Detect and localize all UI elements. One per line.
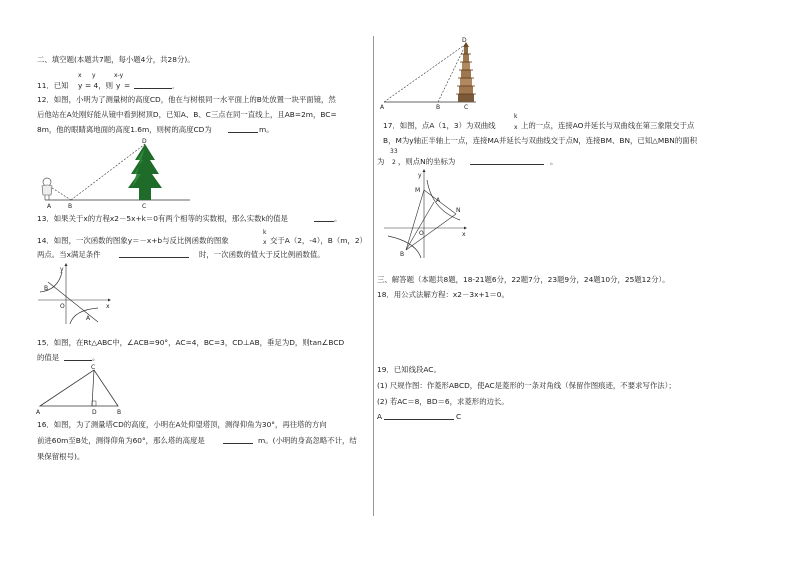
label-C: C xyxy=(142,203,147,210)
column-divider xyxy=(373,36,374,516)
q12-answer-blank[interactable] xyxy=(228,125,258,133)
q17-frac2-numerator: 33 xyxy=(390,148,398,155)
q13-answer-blank[interactable] xyxy=(314,214,334,222)
label-B: B xyxy=(436,104,441,111)
triangle-abc xyxy=(40,370,118,406)
label-O: O xyxy=(60,303,65,310)
q17-line-3b: ，则点N的坐标为 xyxy=(398,157,456,166)
q11-end: ． xyxy=(172,81,180,90)
q16-figure xyxy=(378,36,488,111)
tree-icon xyxy=(128,144,162,200)
line-bn xyxy=(406,214,456,250)
q11-frac-denominator: y xyxy=(78,81,83,90)
q15-end: 。 xyxy=(92,353,100,362)
q12-line-2: 后他站在A处刚好能从镜中看到树顶D，已知A、B、C三点在同一直线上，且AB=2m，BC= xyxy=(37,110,337,119)
q19-label-A: A xyxy=(377,412,383,421)
line-ab xyxy=(406,202,434,250)
q19-label-C: C xyxy=(456,412,462,421)
q15-figure xyxy=(36,364,131,416)
q11-text-b: = 4，则 xyxy=(85,81,114,90)
hyperbola-branch-3 xyxy=(388,236,421,258)
q17-frac-denominator: x xyxy=(514,124,518,131)
q14-line-1b: 交于A（2，-4），B（m，2） xyxy=(270,236,367,245)
q13-text: 13．如果关于x的方程x2－5x+k＝0有两个相等的实数根，那么实数k的值是 xyxy=(37,214,288,223)
label-A: A xyxy=(436,197,441,204)
q17-line-3a: 为 xyxy=(377,157,385,166)
q19-title: 19．已知线段AC。 xyxy=(377,365,441,374)
q14-graph xyxy=(36,262,116,327)
q12-line-3: 8m，他的眼睛离地面的高度1.6m，则树的高度CD为 xyxy=(37,125,212,134)
label-B: B xyxy=(44,285,49,292)
label-O: O xyxy=(419,230,424,237)
q11-frac-numerator: x xyxy=(78,72,82,79)
q17-end: 。 xyxy=(550,157,558,166)
label-C: C xyxy=(91,364,96,371)
label-x: x xyxy=(106,303,110,310)
label-C: C xyxy=(464,104,469,111)
q16-line-3: 果保留根号)。 xyxy=(37,452,85,461)
linear-function xyxy=(48,282,98,322)
label-N: N xyxy=(456,207,461,214)
q17-frac-numerator: k xyxy=(514,113,518,120)
q14-frac-denominator: x xyxy=(263,239,267,246)
label-M: M xyxy=(415,187,421,194)
label-A: A xyxy=(380,104,385,111)
label-A: A xyxy=(86,315,91,322)
q17-answer-blank[interactable] xyxy=(470,157,544,165)
label-D: D xyxy=(92,409,97,416)
label-B: B xyxy=(68,203,73,210)
q14-line-2b: 时，一次函数的值大于反比例函数值。 xyxy=(199,250,325,259)
q11-frac-denominator-2: y xyxy=(116,81,121,90)
q11-answer-blank[interactable] xyxy=(134,81,172,89)
label-B: B xyxy=(117,409,122,416)
q16-answer-blank[interactable] xyxy=(223,436,253,444)
person-icon xyxy=(42,178,52,200)
label-y: y xyxy=(60,266,64,273)
label-B: B xyxy=(400,251,405,258)
q14-line-2a: 两点。当x满足条件 xyxy=(37,250,101,259)
q11-frac-numerator-3: x-y xyxy=(114,72,124,79)
q17-line-2: B，M为y轴正半轴上一点，连接MA并延长与双曲线交于点N，连接BM、BN，已知△MBN的面积 xyxy=(383,136,697,145)
label-x: x xyxy=(462,231,466,238)
q15-answer-blank[interactable] xyxy=(64,353,92,361)
label-y: y xyxy=(418,172,422,179)
q12-figure xyxy=(35,138,195,213)
altitude-cd xyxy=(92,370,94,406)
sight-line-ab xyxy=(49,186,71,200)
right-angle-mark xyxy=(92,401,96,406)
q12-line-1: 12．如图，小明为了测量树的高度CD，他在与树根同一水平面上的B处放置一块平面镜，然 xyxy=(37,95,336,104)
q11-text-a: 11．已知 xyxy=(37,81,69,90)
q15-line-1: 15．如图，在Rt△ABC中，∠ACB=90°，AC=4，BC=3，CD⊥AB，垂足为D，则tan∠BCD xyxy=(37,338,345,347)
q16-line-1: 16．如图，为了测量塔CD的高度，小明在A处仰望塔顶，测得仰角为30°，再往塔的方向 xyxy=(37,420,327,429)
label-D: D xyxy=(142,138,147,145)
q17-line-1a: 17．如图，点A（1，3）为双曲线 xyxy=(383,121,496,130)
q12-unit: m。 xyxy=(259,125,274,134)
label-A: A xyxy=(36,409,41,416)
q15-line-2: 的值是 xyxy=(37,353,60,362)
section-2-title: 二、填空题(本题共7题，每小题4分，共28分)。 xyxy=(37,55,195,64)
q17-line-1b: 上的一点，连接AO并延长与双曲线在第三象限交于点 xyxy=(521,121,695,130)
q19-part-1: (1) 尺规作图：作菱形ABCD，使AC是菱形的一条对角线（保留作图痕迹，不要求写作法）； xyxy=(377,381,676,390)
q16-line-2b: m。(小明的身高忽略不计，结 xyxy=(258,436,357,445)
q14-frac-numerator: k xyxy=(263,229,267,236)
label-D: D xyxy=(462,37,467,44)
q18-text: 18．用公式法解方程：x2－3x+1＝0。 xyxy=(377,290,509,299)
label-A: A xyxy=(47,203,52,210)
q17-frac2-denominator: 2 xyxy=(392,159,396,166)
q19-part-2: (2) 若AC＝8，BD＝6，求菱形的边长。 xyxy=(377,397,509,406)
section-3-title: 三、解答题（本题共8题，18-21题6分，22题7分，23题9分，24题10分，25题12分）。 xyxy=(377,275,670,284)
hyperbola-branch-1 xyxy=(427,180,460,220)
q17-graph xyxy=(380,168,470,260)
segment-ac xyxy=(384,419,454,420)
q14-line-1a: 14．如图，一次函数的图象y＝－x+b与反比例函数的图象 xyxy=(37,236,229,245)
sight-line-a xyxy=(384,44,466,102)
pagoda-icon xyxy=(456,42,476,102)
q11-equals: = xyxy=(124,81,131,90)
q11-frac-numerator-2: y xyxy=(92,72,96,79)
q13-end: 。 xyxy=(334,214,342,223)
q14-answer-blank[interactable] xyxy=(119,250,189,258)
line-bm xyxy=(406,190,424,250)
q16-line-2a: 前进60m至B处，测得仰角为60°，那么塔的高度是 xyxy=(37,436,205,445)
